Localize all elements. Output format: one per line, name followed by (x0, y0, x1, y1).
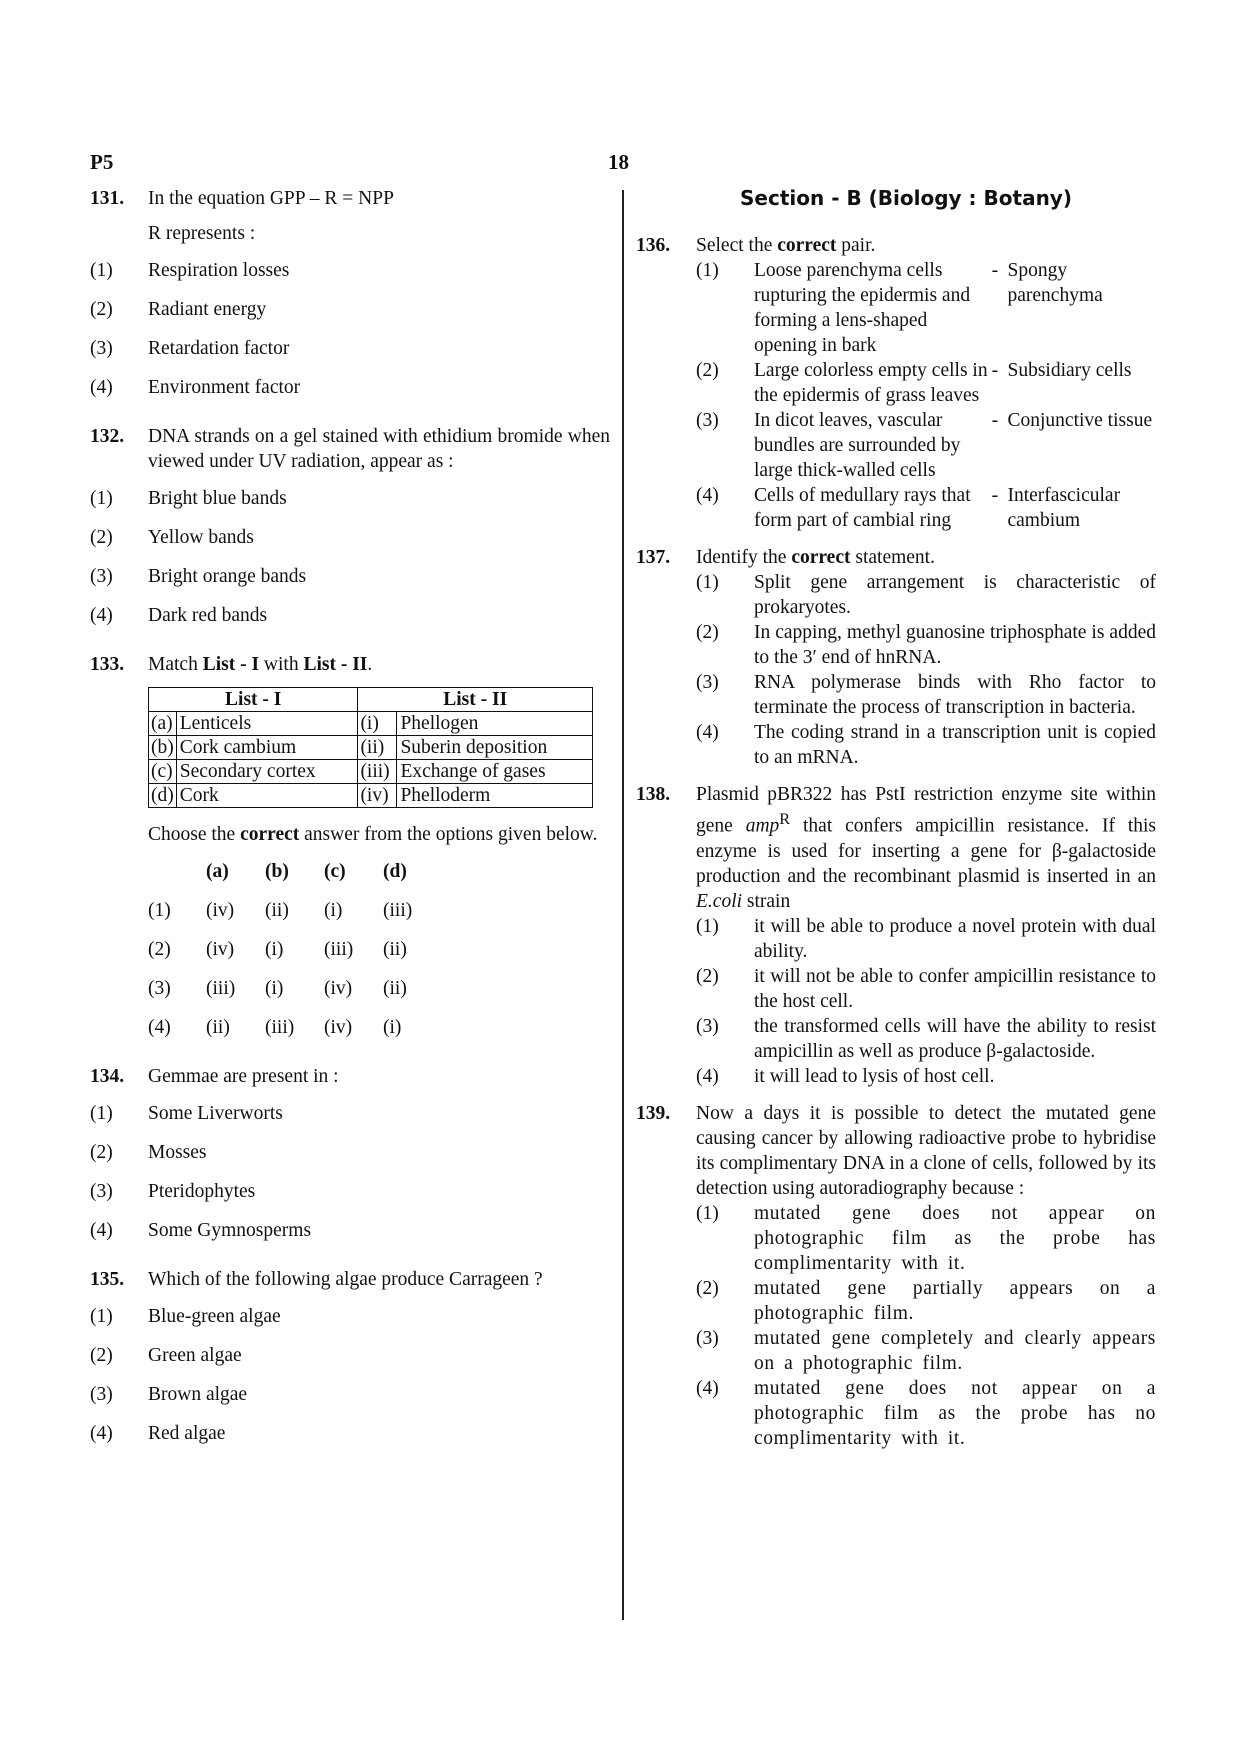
option-text: Pteridophytes (148, 1181, 256, 1202)
option[interactable] (90, 564, 610, 603)
option[interactable] (90, 1343, 610, 1382)
question-number: 132. (90, 426, 125, 447)
match-table (148, 687, 593, 808)
option[interactable] (90, 525, 610, 564)
option[interactable] (90, 486, 610, 525)
option-text: Some Gymnosperms (148, 1220, 312, 1241)
option-number: (2) (696, 1277, 719, 1299)
option-number: (1) (90, 1306, 113, 1327)
option-text: Respiration losses (148, 260, 290, 281)
option-number: (1) (696, 915, 719, 937)
option-number: (4) (90, 605, 113, 626)
option-number: (4) (696, 722, 719, 743)
option[interactable] (90, 1140, 610, 1179)
option[interactable]: (1) mutated gene does not appear on photographic film as the probe has complimentarity with it. (696, 1202, 1156, 1274)
option-number: (3) (90, 1384, 113, 1405)
question-number: 134. (90, 1066, 125, 1087)
option-number: (3) (696, 1327, 719, 1349)
option-number: (1) (90, 1103, 113, 1124)
option-text: Bright orange bands (148, 566, 307, 587)
option-number: (2) (90, 527, 113, 548)
table-row: (c) Secondary cortex (iii) Exchange of gases (149, 760, 593, 784)
option-number: (4) (90, 377, 113, 398)
option[interactable]: (1) Loose parenchyma cells rupturing the epidermis and forming a lens-shaped opening in bark - Spongy parenchyma (696, 260, 1103, 356)
option-text: Bright blue bands (148, 488, 287, 509)
options-132 (90, 486, 610, 642)
option-text: Green algae (148, 1345, 242, 1366)
question-text: Which of the following algae produce Carrageen ? (148, 1269, 543, 1290)
option[interactable]: (4) it will lead to lysis of host cell. (696, 1065, 995, 1087)
option[interactable] (90, 1382, 610, 1421)
option-text: Blue-green algae (148, 1306, 281, 1327)
choose-instruction: Choose the correct answer from the options given below. (148, 824, 598, 845)
option-number: (1) (696, 572, 719, 593)
option-number: (4) (90, 1423, 113, 1444)
option-text: Dark red bands (148, 605, 268, 626)
option-number: (1) (90, 260, 113, 281)
option-number: (1) (90, 488, 113, 509)
question-text: In the equation GPP – R = NPP (148, 188, 394, 209)
question-number: 133. (90, 654, 125, 675)
option-text: Red algae (148, 1423, 226, 1444)
option[interactable]: (2) mutated gene partially appears on a photographic film. (696, 1277, 1156, 1324)
options-134 (90, 1101, 610, 1257)
question-number: 137. (636, 547, 671, 568)
question-number: 139. (636, 1102, 671, 1124)
option-text: Mosses (148, 1142, 207, 1163)
question-139 (636, 1101, 1156, 1451)
table-row: (d) Cork (iv) Phelloderm (149, 784, 593, 808)
option[interactable]: (4) The coding strand in a transcription unit is copied to an mRNA. (696, 722, 1156, 768)
paper-code: P5 (90, 150, 114, 174)
option-text: Environment factor (148, 377, 301, 398)
table-header: List - II (358, 688, 593, 712)
option-text: Radiant energy (148, 299, 267, 320)
question-number: 135. (90, 1269, 125, 1290)
option-number: (3) (90, 566, 113, 587)
options-131 (90, 258, 610, 414)
option-number: (1) (696, 260, 719, 281)
question-136 (636, 233, 1156, 533)
option[interactable] (90, 258, 610, 297)
option-number: (4) (90, 1220, 113, 1241)
question-number: 136. (636, 235, 671, 256)
option-number: (2) (90, 1345, 113, 1366)
option-text: Retardation factor (148, 338, 290, 359)
answer-option[interactable]: (4) (ii) (iii) (iv) (i) (148, 1017, 402, 1038)
option-number: (1) (696, 1202, 719, 1224)
option[interactable] (90, 603, 610, 642)
option-number: (3) (90, 338, 113, 359)
answer-option[interactable]: (1) (iv) (ii) (i) (iii) (148, 900, 413, 921)
section-title: Section - B (Biology : Botany) (740, 186, 1072, 210)
table-row: (b) Cork cambium (ii) Suberin deposition (149, 736, 593, 760)
question-text: Plasmid pBR322 has PstI restriction enzyme site within gene amp$^R$ that confers ampicillin resistance. If this enzyme is used for inserting a gene for β-galactoside production and the recombinant plasmid is inserted in an E.coli strain (696, 784, 1156, 912)
question-133 (90, 652, 610, 847)
option[interactable]: (3) In dicot leaves, vascular bundles are surrounded by large thick-walled cells - Conjunctive tissue (696, 410, 1153, 481)
question-131 (90, 186, 610, 211)
question-text: Identify the correct statement. (696, 547, 935, 568)
question-138 (636, 782, 1156, 1089)
option[interactable] (90, 375, 610, 414)
answer-grid-header: (a) (b) (c) (d) (206, 861, 407, 882)
question-137 (636, 545, 1156, 770)
table-row: (a) Lenticels (i) Phellogen (149, 712, 593, 736)
option[interactable]: (2) it will not be able to confer ampicillin resistance to the host cell. (696, 965, 1156, 1012)
question-text: Gemmae are present in : (148, 1066, 339, 1087)
option-text: Yellow bands (148, 527, 254, 548)
option[interactable] (90, 297, 610, 336)
question-132 (90, 424, 610, 474)
option[interactable] (90, 1101, 610, 1140)
option[interactable]: (4) Cells of medullary rays that form part of cambial ring - Interfascicular cambium (696, 485, 1121, 531)
answer-option[interactable]: (3) (iii) (i) (iv) (ii) (148, 978, 407, 999)
option-number: (2) (90, 1142, 113, 1163)
option[interactable]: (3) the transformed cells will have the ability to resist ampicillin as well as produce β-galactoside. (696, 1015, 1156, 1062)
question-135 (90, 1267, 610, 1292)
option-number: (3) (696, 410, 719, 431)
option-text: Some Liverworts (148, 1103, 283, 1124)
option[interactable]: (3) RNA polymerase binds with Rho factor to terminate the process of transcription in bacteria. (696, 672, 1156, 718)
option[interactable]: (2) Large colorless empty cells in the epidermis of grass leaves - Subsidiary cells (696, 360, 1132, 406)
right-column (636, 186, 1156, 1463)
option[interactable] (90, 1179, 610, 1218)
question-text: DNA strands on a gel stained with ethidium bromide when viewed under UV radiation, appear as : (148, 426, 610, 472)
option-number: (2) (90, 299, 113, 320)
options-135 (90, 1304, 610, 1460)
option[interactable]: (4) mutated gene does not appear on a photographic film as the probe has no complimentarity with it. (696, 1377, 1156, 1449)
question-sub: R represents : (148, 223, 256, 244)
answer-option[interactable]: (2) (iv) (i) (iii) (ii) (148, 939, 407, 960)
option-number: (2) (696, 622, 719, 643)
question-number: 131. (90, 188, 125, 209)
option[interactable] (90, 336, 610, 375)
option-number: (3) (696, 1015, 719, 1037)
question-text: Select the correct pair. (696, 235, 876, 256)
page-number: 18 (608, 150, 629, 174)
question-text: Now a days it is possible to detect the mutated gene causing cancer by allowing radioactive probe to hybridise its complimentary DNA in a clone of cells, followed by its detection using autoradiography because : (696, 1102, 1156, 1199)
option-number: (2) (696, 360, 719, 381)
option[interactable]: (1) Split gene arrangement is characteristic of prokaryotes. (696, 572, 1156, 618)
option-number: (4) (696, 1065, 719, 1087)
option-number: (3) (696, 672, 719, 693)
option[interactable] (90, 1421, 610, 1460)
question-number: 138. (636, 784, 671, 805)
option-number: (4) (696, 485, 719, 506)
option[interactable]: (1) it will be able to produce a novel protein with dual ability. (696, 915, 1156, 962)
question-text: Match List - I with List - II. (148, 654, 373, 675)
option-number: (3) (90, 1181, 113, 1202)
option[interactable]: (3) mutated gene completely and clearly appears on a photographic film. (696, 1327, 1156, 1374)
question-134 (90, 1064, 610, 1089)
option[interactable]: (2) In capping, methyl guanosine triphosphate is added to the 3′ end of hnRNA. (696, 622, 1156, 668)
option[interactable] (90, 1218, 610, 1257)
option[interactable] (90, 1304, 610, 1343)
column-divider (622, 190, 624, 1620)
option-number: (4) (696, 1377, 719, 1399)
option-number: (2) (696, 965, 719, 987)
left-column (90, 186, 610, 1460)
table-header: List - I (149, 688, 358, 712)
option-text: Brown algae (148, 1384, 248, 1405)
answer-grid-133 (90, 859, 610, 1054)
